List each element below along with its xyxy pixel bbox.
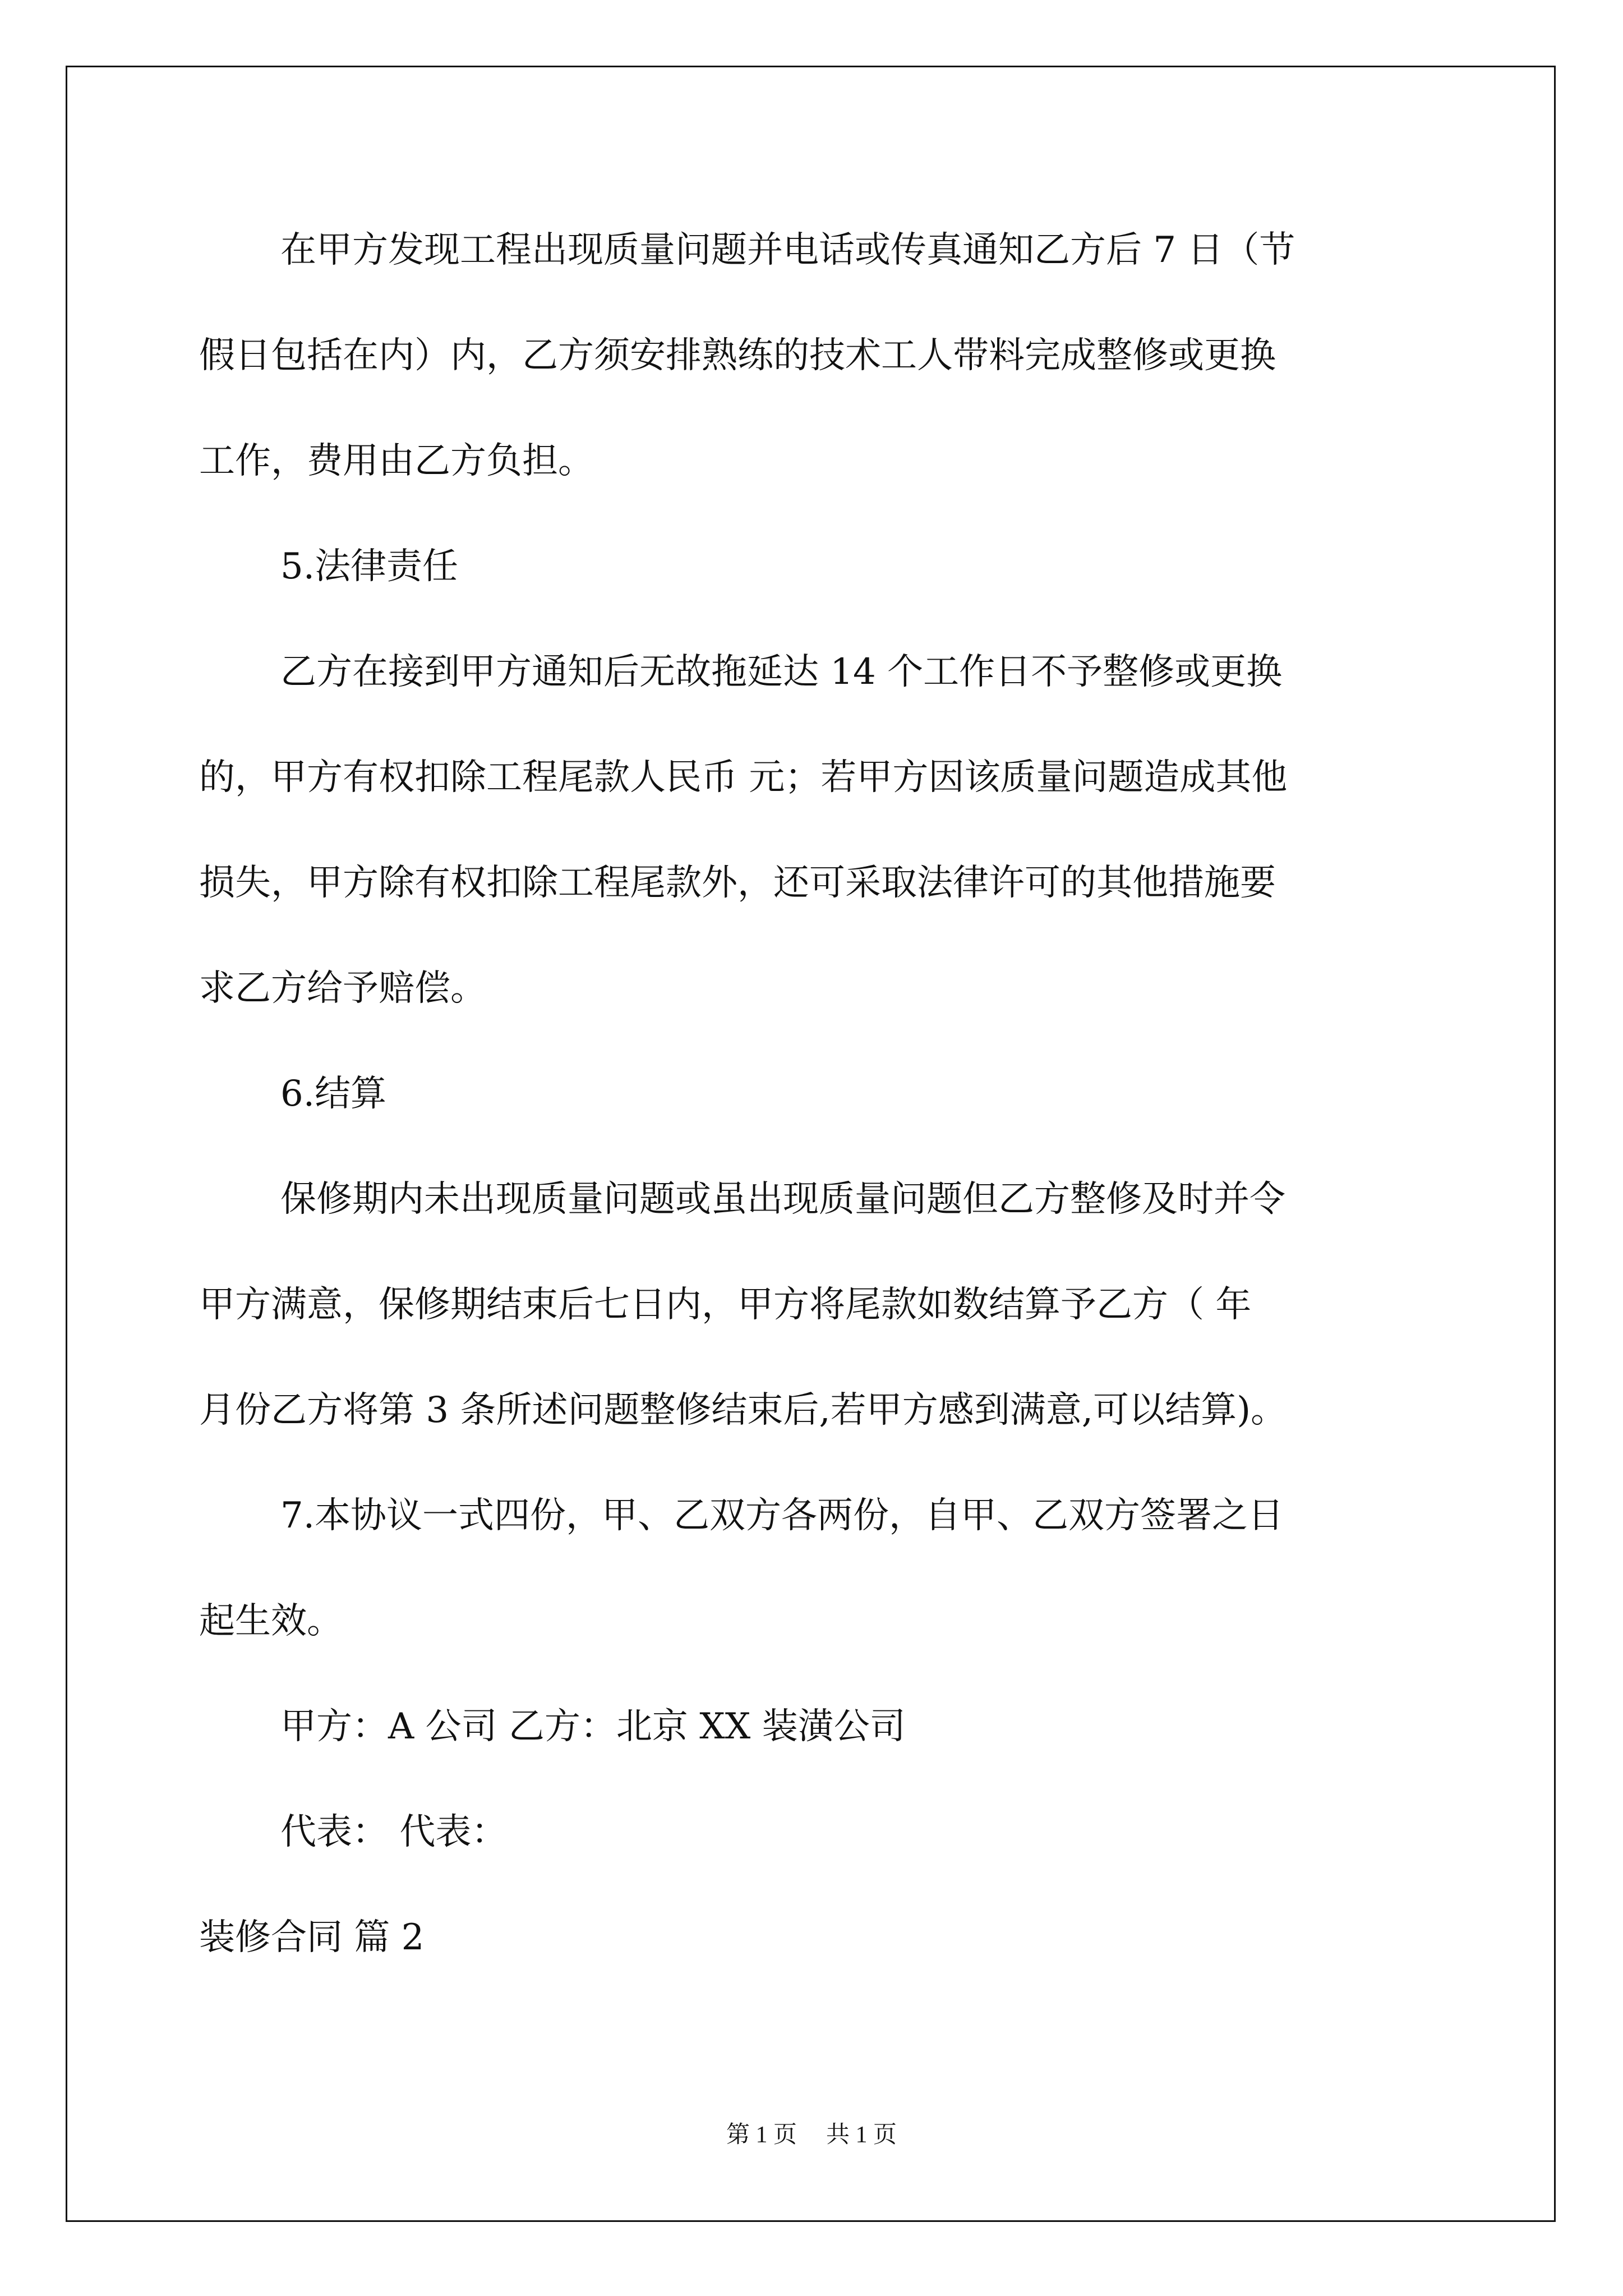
parties-line: 甲方：A 公司 乙方：北京 XX 装潢公司 [280,1706,906,1747]
paragraph-line: 求乙方给予赔偿。 [199,968,486,1009]
paragraph-line: 损失，甲方除有权扣除工程尾款外，还可采取法律许可的其他措施要 [199,862,1276,904]
paragraph-line: 乙方在接到甲方通知后无故拖延达 14 个工作日不予整修或更换 [280,651,1283,693]
paragraph-line: 在甲方发现工程出现质量问题并电话或传真通知乙方后 7 日（节 [280,229,1295,271]
paragraph-line: 的，甲方有权扣除工程尾款人民币 元；若甲方因该质量问题造成其他 [199,757,1288,798]
page-border [66,66,1556,2222]
paragraph-line: 甲方满意，保修期结束后七日内，甲方将尾款如数结算予乙方（ 年 [199,1284,1252,1326]
paragraph-line: 保修期内未出现质量问题或虽出现质量问题但乙方整修及时并令 [280,1179,1285,1220]
page-number-total: 共 1 页 [826,2122,897,2148]
paragraph-line: 假日包括在内）内，乙方须安排熟练的技术工人带料完成整修或更换 [199,335,1276,376]
section-heading-legal: 5.法律责任 [280,546,459,587]
paragraph-line: 起生效。 [199,1600,343,1642]
paragraph-line: 7.本协议一式四份，甲、乙双方各两份，自甲、乙双方签署之日 [280,1495,1284,1536]
page-footer [0,2116,1623,2150]
next-section-title: 装修合同 篇 2 [199,1917,425,1958]
section-heading-settlement: 6.结算 [280,1073,387,1115]
paragraph-line: 工作，费用由乙方负担。 [199,440,594,482]
representatives-line: 代表： 代表： [280,1811,508,1853]
paragraph-line: 月份乙方将第 3 条所述问题整修结束后,若甲方感到满意,可以结算)。 [199,1389,1287,1431]
page-number-current: 第 1 页 [726,2122,797,2148]
